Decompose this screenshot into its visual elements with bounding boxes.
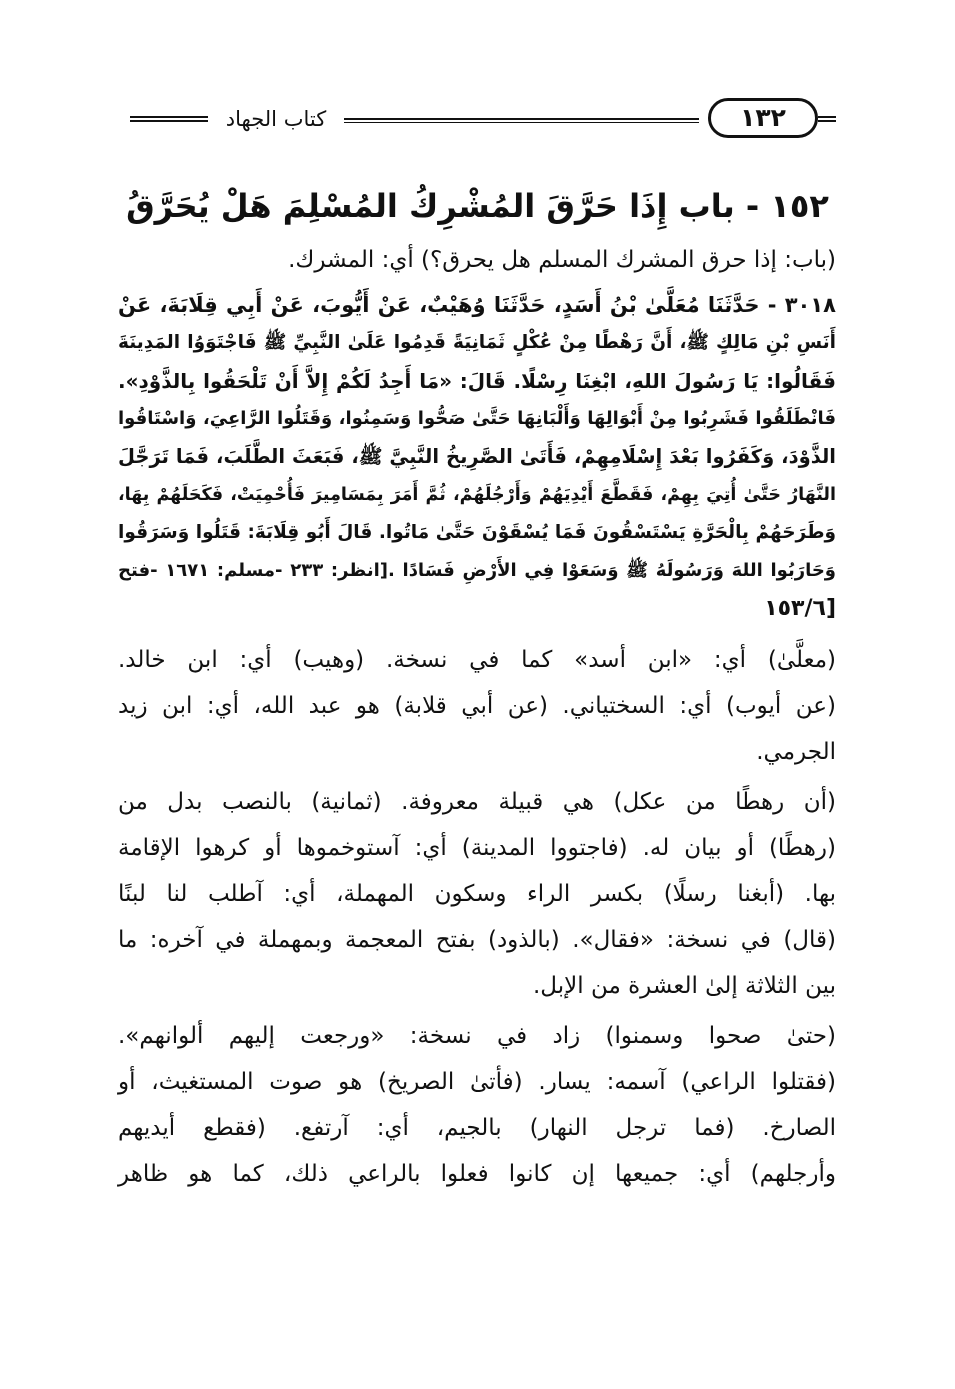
- commentary-line: (معلَّىٰ) أي: «ابن أسد» كما في نسخة. (وهيب) أي: ابن خالد.: [118, 647, 836, 673]
- hadith-line: وَطَرَحَهُمْ بِالْحَرَّةِ يَسْتَسْقُونَ فَمَا يُسْقَوْنَ حَتَّىٰ مَاتُوا. قَالَ أَبُو قِلَابَةَ: قَتَلُوا وَسَرَقُوا: [118, 522, 836, 543]
- commentary-line: بها. (أبغنا رسلًا) بكسر الراء وسكون المهملة، أي: آطلب لنا لبنًا: [118, 881, 836, 907]
- commentary-line: (فقتلوا الراعي) آسمه: يسار. (فأتىٰ الصريخ) هو صوت المستغيث، أو: [118, 1069, 836, 1095]
- bab-line: (باب: إذا حرق المشرك المسلم هل يحرق؟) أي: المشرك.: [288, 247, 836, 273]
- hadith-line: فَانْطَلَقُوا فَشَرِبُوا مِنْ أَبْوَالِهَا وَأَلْبَانِهَا حَتَّىٰ صَحُّوا وَسَمِنُوا، وَقَتَلُوا الرَّاعِيَ، وَاسْتَاقُوا: [118, 408, 836, 429]
- hadith-line: فَقَالُوا: يَا رَسُولَ اللهِ، ابْغِنَا رِسْلًا. قَالَ: «مَا أَجِدُ لَكُمْ إِلاَّ أَنْ تَلْحَقُوا بِالذَّوْدِ».: [118, 369, 836, 393]
- hadith-line: وَحَارَبُوا اللهَ وَرَسُولَهُ ﷺ وَسَعَوْا فِي الأَرْضِ فَسَادًا .[انظر: ٢٣٣ -مسلم: ١٦٧١ -فتح: [118, 560, 836, 581]
- hadith-line: الذَّوْدَ، وَكَفَرُوا بَعْدَ إِسْلَامِهِمْ، فَأَتَىٰ الصَّرِيخُ النَّبِيَّ ﷺ، فَبَعَثَ الطَّلَبَ، فَمَا تَرَجَّلَ: [118, 445, 836, 468]
- commentary-line: (رهطًا) أو بيان له. (فاجتووا المدينة) أي: آستوخموها أو كرهوا الإقامة: [118, 835, 836, 861]
- page-number-badge: ١٣٢: [708, 98, 818, 138]
- commentary-line: وأرجلهم) أي: جميعها إن كانوا فعلوا بالراعي ذلك، كما هو ظاهر: [118, 1161, 836, 1187]
- running-header: [118, 98, 836, 142]
- hadith-line: أَنَسِ بْنِ مَالِكٍ ﷺ، أَنَّ رَهْطًا مِنْ عُكْلٍ ثَمَانِيَةً قَدِمُوا عَلَىٰ النَّبِيِّ ﷺ فَاجْتَوَوُا المَدِينَةَ: [118, 332, 836, 353]
- commentary-line: (حتىٰ صحوا وسمنوا) زاد في نسخة: «ورجعت إليهم ألوانهم».: [118, 1023, 836, 1049]
- commentary-line: (أن رهطًا من عكل) هي قبيلة معروفة. (ثمانية) بالنصب بدل من: [118, 789, 836, 815]
- hadith-line: النَّهَارُ حَتَّىٰ أُتِيَ بِهِمْ، فَقَطَّعَ أَيْدِيَهُمْ وَأَرْجُلَهُمْ، ثُمَّ أَمَرَ بِمَسَامِيرَ فَأُحْمِيَتْ، فَكَحَلَهُمْ بِهَا،: [118, 485, 836, 505]
- commentary-line: (عن أيوب) أي: السختياني. (عن أبي قلابة) هو عبد الله، أي: ابن زيد: [118, 693, 836, 719]
- header-rule-left: [130, 116, 208, 122]
- hadith-reference-end: [١٥٣/٦: [764, 596, 836, 621]
- commentary-line: الصارخ. (فما ترجل النهار) بالجيم، أي: آرتفع. (فقطع أيديهم: [118, 1115, 836, 1141]
- running-title: كتاب الجهاد: [225, 107, 327, 131]
- header-rule-middle: [344, 118, 699, 123]
- commentary-line: بين الثلاثة إلىٰ العشرة من الإبل.: [533, 973, 836, 999]
- chapter-heading: ١٥٢ - باب إِذَا حَرَّقَ المُشْرِكُ المُسْلِمَ هَلْ يُحَرَّقُ: [126, 187, 829, 225]
- hadith-line: ٣٠١٨ - حَدَّثَنَا مُعَلَّىٰ بْنُ أَسَدٍ، حَدَّثَنَا وُهَيْبٌ، عَنْ أَيُّوبَ، عَنْ أَبِي قِلَابَةَ، عَنْ: [118, 293, 836, 317]
- commentary-line: الجرمي.: [756, 739, 836, 765]
- commentary-line: (قال) في نسخة: «فقال». (بالذود) بفتح المعجمة وبمهملة في آخره: ما: [118, 927, 836, 953]
- header-rule-right: [818, 116, 836, 122]
